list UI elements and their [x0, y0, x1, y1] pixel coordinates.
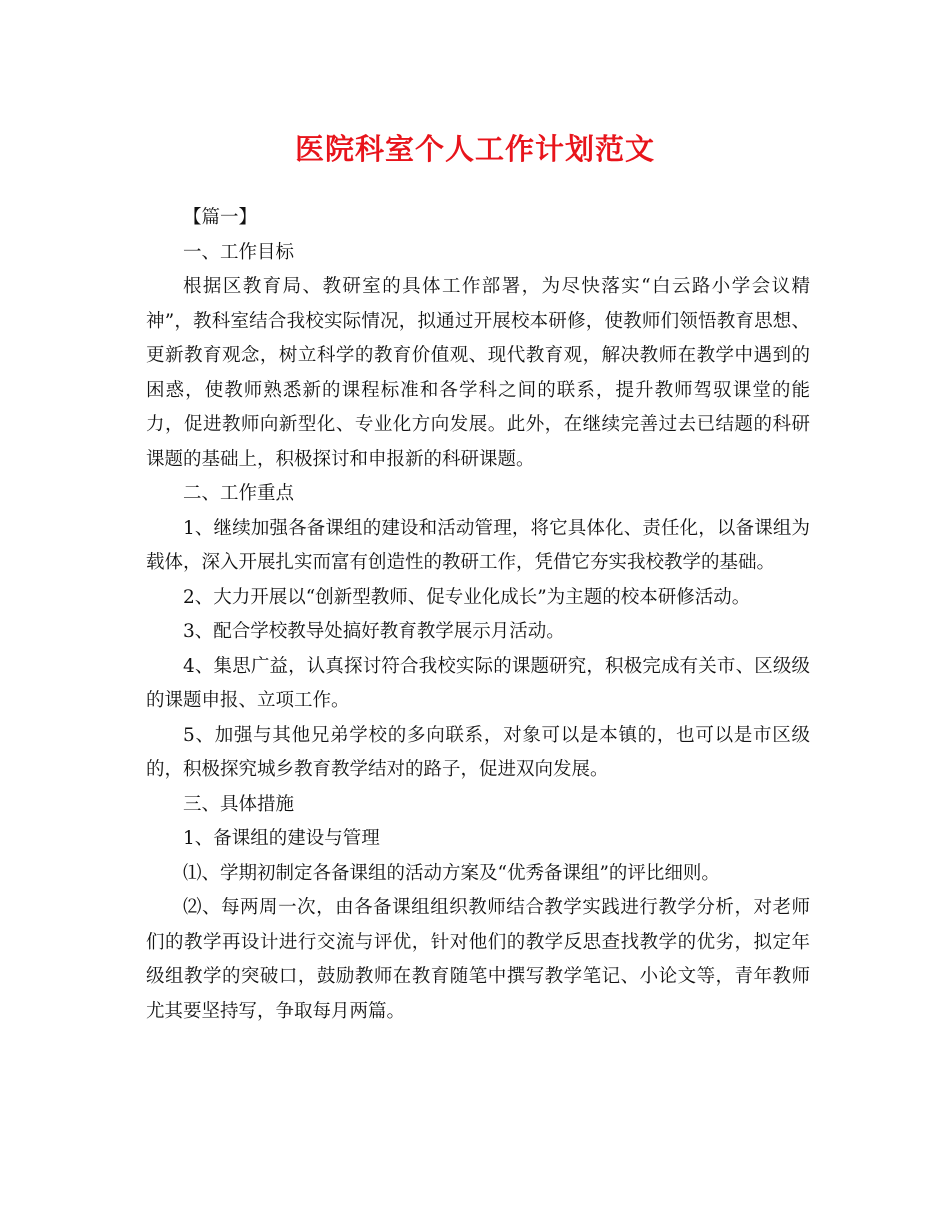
document-title: 医院科室个人工作计划范文 — [294, 132, 655, 166]
section-heading: 一、工作目标 — [183, 241, 295, 263]
paragraph: 根据区教育局、教研室的具体工作部署，为尽快落实“白云路小学会议精神”，教科室结合我校实际情况，拟通过开展校本研修，使教师们领悟教育思想、更新教育观念，树立科学的教育价值观、现代教育观，解决教师在教学中遇到的困惑，使教师熟悉新的课程标准和各学科之间的联系，提升教师驾驭课堂的能力，促进教师向新型化、专业化方向发展。此外，在继续完善过去已结题的科研课题的基础上，积极探讨和申报新的科研课题。 — [146, 276, 810, 470]
paragraph: ⑵、每两周一次，由各备课组组织教师结合教学实践进行教学分析，对老师们的教学再设计进行交流与评优，针对他们的教学反思查找教学的优劣，拟定年级组教学的突破口，鼓励教师在教育随笔中撰写教学笔记、小论文等，青年教师尤其要坚持写，争取每月两篇。 — [146, 897, 810, 1022]
section-heading: 三、具体措施 — [183, 793, 295, 815]
subsection-heading: 1、备课组的建设与管理 — [183, 828, 380, 849]
section-heading: 二、工作重点 — [183, 483, 295, 504]
paragraph: 1、继续加强各备课组的建设和活动管理，将它具体化、责任化，以备课组为载体，深入开展扎实而富有创造性的教研工作，凭借它夯实我校教学的基础。 — [146, 517, 810, 573]
paragraph: ⑴、学期初制定各备课组的活动方案及“优秀备课组”的评比细则。 — [183, 862, 720, 884]
paragraph: 5、加强与其他兄弟学校的多向联系，对象可以是本镇的，也可以是市区级的，积极探究城乡教育教学结对的路子，促进双向发展。 — [146, 724, 810, 780]
paragraph: 4、集思广益，认真探讨符合我校实际的课题研究，积极完成有关市、区级级的课题申报、立项工作。 — [146, 655, 810, 711]
document-body — [146, 201, 810, 1029]
paragraph: 2、大力开展以“创新型教师、促专业化成长”为主题的校本研修活动。 — [183, 586, 751, 608]
paragraph: 3、配合学校教导处搞好教育教学展示月活动。 — [183, 621, 565, 642]
section-label: 【篇一】 — [183, 207, 258, 228]
